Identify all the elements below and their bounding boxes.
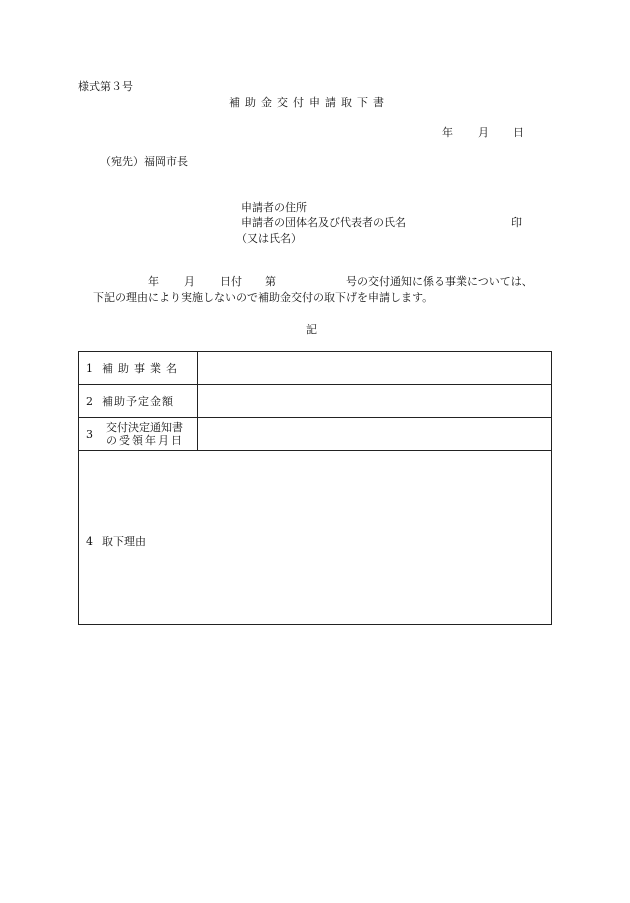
row-number: 1	[86, 361, 93, 375]
form-number: 様式第３号	[78, 80, 133, 93]
seal-mark: 印	[511, 216, 522, 229]
row-label-text: 取下理由	[102, 535, 146, 548]
row-label-text: 補助事業名	[102, 361, 182, 375]
project-name-field[interactable]	[198, 352, 552, 385]
body-month: 月	[184, 275, 195, 288]
withdrawal-reason-field[interactable]	[79, 451, 552, 625]
notice-receipt-date-field[interactable]	[198, 418, 552, 451]
addressee: （宛先）福岡市長	[100, 155, 188, 168]
date-day-label: 日	[513, 126, 524, 139]
applicant-address-label: 申請者の住所	[241, 201, 307, 214]
applicant-alt-label: （又は氏名）	[236, 232, 302, 245]
row-label-text: の受領年月日	[106, 434, 184, 447]
date-month-label: 月	[478, 126, 489, 139]
date-year-label: 年	[442, 126, 453, 139]
table-row	[79, 385, 552, 418]
row-label-text: 補助予定金額	[102, 394, 174, 408]
table-row	[79, 352, 552, 385]
table-row	[79, 418, 552, 451]
body-year: 年	[148, 275, 159, 288]
details-table	[78, 351, 552, 625]
form-title: 補助金交付申請取下書	[229, 96, 389, 109]
row-label	[79, 385, 198, 418]
row-number: 3	[86, 427, 93, 441]
body-line2: 下記の理由により実施しないので補助金交付の取下げを申請します。	[93, 291, 434, 304]
table-row	[79, 451, 552, 625]
body-line1: 号の交付通知に係る事業については、	[346, 275, 533, 288]
body-day: 日付	[220, 275, 242, 288]
planned-amount-field[interactable]	[198, 385, 552, 418]
note-header: 記	[306, 323, 317, 336]
applicant-name-label: 申請者の団体名及び代表者の氏名	[241, 216, 406, 229]
row-label	[79, 352, 198, 385]
row-label	[79, 418, 198, 451]
row-number: 4	[86, 535, 93, 548]
row-label-text: 交付決定通知書	[106, 421, 183, 434]
body-number-prefix: 第	[265, 275, 276, 288]
row-number: 2	[86, 394, 93, 408]
